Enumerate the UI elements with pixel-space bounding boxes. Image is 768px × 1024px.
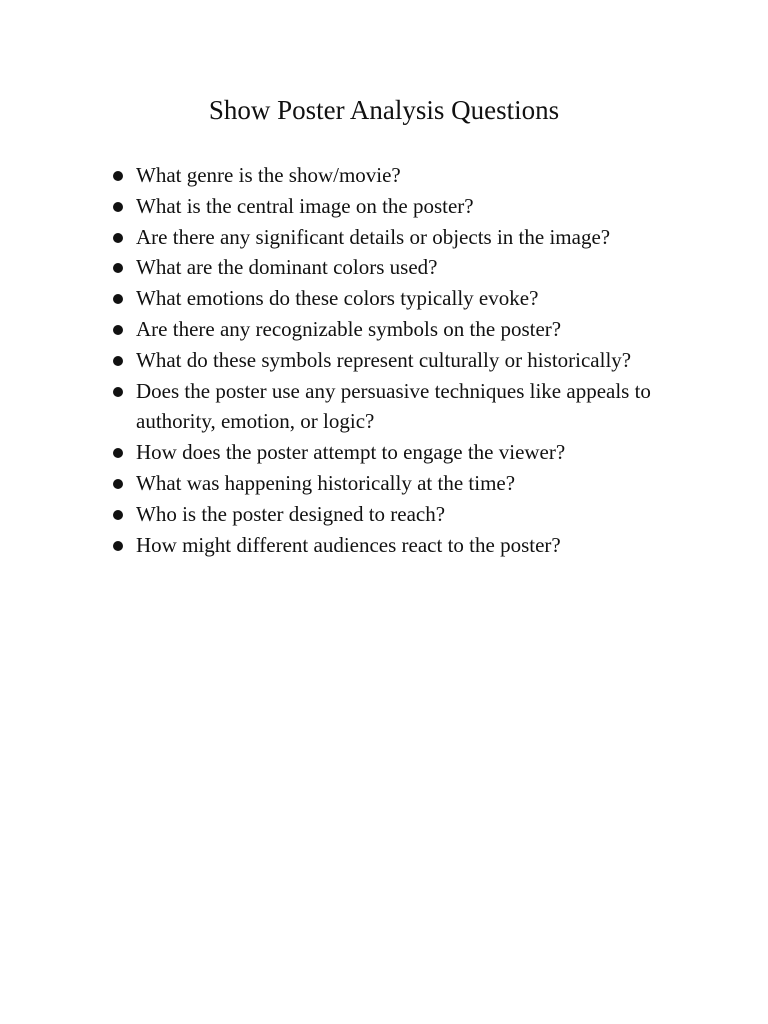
list-item [112, 252, 692, 283]
bullet-icon [113, 479, 123, 489]
question-text: Who is the poster designed to reach? [136, 501, 446, 526]
question-text: How might different audiences react to the poster? [136, 532, 561, 557]
list-item [112, 160, 692, 191]
bullet-icon [113, 202, 123, 212]
list-item [112, 222, 692, 253]
question-text: Are there any recognizable symbols on the poster? [136, 316, 562, 341]
question-text: What was happening historically at the time? [136, 470, 516, 495]
bullet-icon [113, 263, 123, 273]
bullet-icon [113, 387, 123, 397]
bullet-icon [113, 325, 123, 335]
bullet-icon [113, 171, 123, 181]
list-item [112, 530, 692, 561]
question-text: Are there any significant details or objects in the image? [136, 224, 611, 249]
question-text: What are the dominant colors used? [136, 255, 438, 280]
question-text: What emotions do these colors typically evoke? [136, 286, 539, 311]
list-item [112, 437, 692, 468]
bullet-icon [113, 294, 123, 304]
bullet-icon [113, 448, 123, 458]
list-item [112, 376, 692, 438]
list-item [112, 499, 692, 530]
question-text: What do these symbols represent culturally or historically? [136, 347, 632, 372]
list-item [112, 191, 692, 222]
question-text: What genre is the show/movie? [136, 163, 401, 187]
list-item [112, 468, 692, 499]
page-title: Show Poster Analysis Questions [208, 95, 560, 125]
bullet-icon [113, 541, 123, 551]
question-text: How does the poster attempt to engage the viewer? [136, 440, 566, 465]
bullet-icon [113, 233, 123, 243]
question-text: What is the central image on the poster? [136, 193, 474, 218]
list-item [112, 314, 692, 345]
bullet-icon [113, 510, 123, 520]
question-text: Does the poster use any persuasive techniques like appeals to authority, emotion, or logic? [136, 378, 651, 434]
bullet-icon [113, 356, 123, 366]
question-list [112, 160, 692, 560]
list-item [112, 283, 692, 314]
list-item [112, 345, 692, 376]
